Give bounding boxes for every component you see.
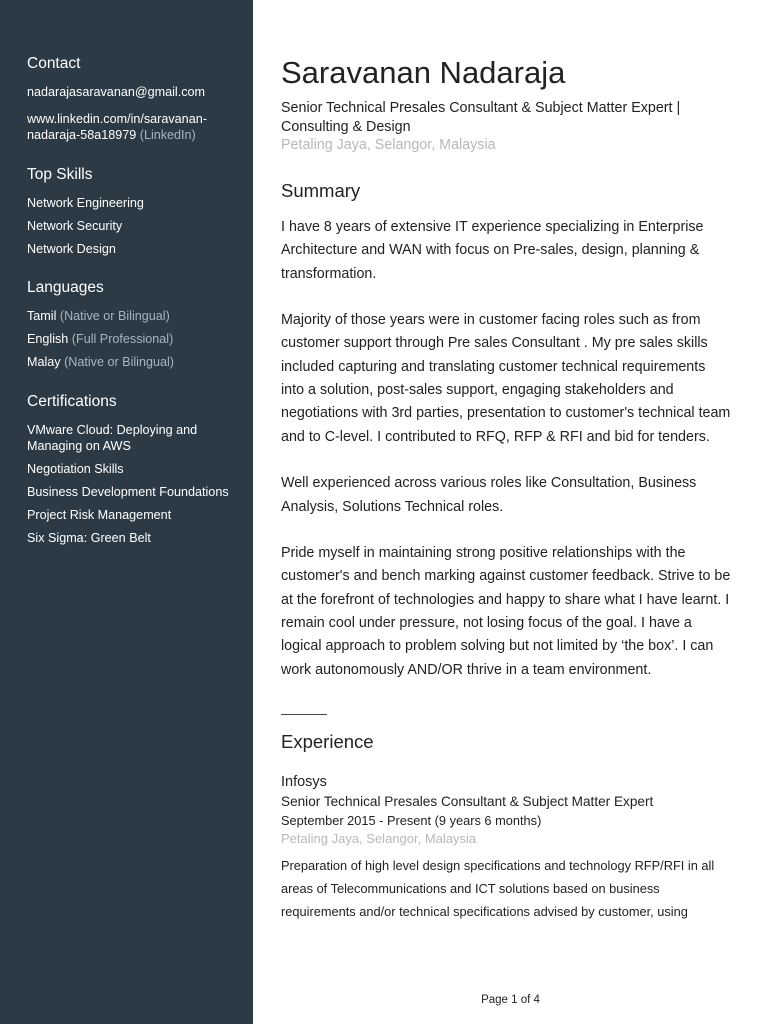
main-content xyxy=(281,0,731,923)
language-item xyxy=(27,308,241,325)
language-item xyxy=(27,354,241,371)
summary-paragraph: I have 8 years of extensive IT experience specializing in Enterprise Architecture and WAN with focus on Pre-sales, design, planning & transformation. xyxy=(281,219,704,282)
certification-item: Project Risk Management xyxy=(27,508,172,522)
summary-body xyxy=(281,216,731,682)
certifications-heading: Certifications xyxy=(27,392,117,410)
linkedin-tag: (LinkedIn) xyxy=(136,128,196,142)
experience-entry xyxy=(281,773,731,923)
summary-paragraph: Well experienced across various roles like Consultation, Business Analysis, Solutions Technical roles. xyxy=(281,475,697,515)
certification-item: Business Development Foundations xyxy=(27,485,229,499)
linkedin-url-part-2: nadaraja-58a18979 xyxy=(27,128,137,142)
skill-item: Network Security xyxy=(27,218,123,233)
certification-item: Six Sigma: Green Belt xyxy=(27,531,151,545)
skill-item: Network Engineering xyxy=(27,195,144,210)
top-skills-heading: Top Skills xyxy=(27,165,93,183)
experience-dates: September 2015 - Present (9 years 6 months) xyxy=(281,812,542,828)
email-link[interactable]: nadarajasaravanan@gmail.com xyxy=(27,85,205,99)
experience-location: Petaling Jaya, Selangor, Malaysia xyxy=(281,830,477,846)
language-name: Malay xyxy=(27,355,61,369)
headline: Senior Technical Presales Consultant & Subject Matter Expert | Consulting & Design xyxy=(281,100,681,135)
language-level: (Native or Bilingual) xyxy=(60,355,174,369)
sidebar xyxy=(0,0,253,1024)
experience-heading: Experience xyxy=(281,730,374,752)
contact-section xyxy=(27,55,241,144)
page-number: Page 1 of 4 xyxy=(481,994,540,1006)
summary-heading: Summary xyxy=(281,180,361,201)
language-name: English xyxy=(27,332,69,346)
section-divider xyxy=(281,714,327,715)
summary-paragraph: Majority of those years were in customer facing roles such as from customer support through Pre sales Consultant . My pre sales skills included capturing and translating customer technical requirements into a solution, post-sales support, engaging stakeholders and negotiations with 3rd parties, presentation to customer's technical team and to C-level. I contributed to RFQ, RFP & RFI and bid for tenders. xyxy=(281,312,731,445)
language-name: Tamil xyxy=(27,309,57,323)
page-title: Saravanan Nadaraja xyxy=(281,55,566,90)
experience-description: Preparation of high level design specifications and technology RFP/RFI in all areas of Telecommunications and ICT solutions based on business requirements and/or technical specifications advised by customer, using xyxy=(281,857,715,919)
language-level: (Native or Bilingual) xyxy=(56,309,170,323)
certification-item: Negotiation Skills xyxy=(27,462,124,476)
top-skills-section xyxy=(27,166,241,258)
summary-paragraph: Pride myself in maintaining strong positive relationships with the customer's and bench marking against customer feedback. Strive to be at the forefront of technologies and happy to share what I have learnt. I remain cool under pressure, not losing focus of the goal. I have a logical approach to problem solving but not limited by ‘the box’. I can work autonomously AND/OR thrive in a team environment. xyxy=(281,545,731,678)
language-item xyxy=(27,331,241,348)
certifications-section xyxy=(27,393,241,547)
language-level: (Full Professional) xyxy=(68,332,174,346)
experience-title: Senior Technical Presales Consultant & Subject Matter Expert xyxy=(281,793,654,809)
skill-item: Network Design xyxy=(27,241,116,256)
linkedin-url-part-1: www.linkedin.com/in/saravanan- xyxy=(27,111,207,126)
contact-heading: Contact xyxy=(27,55,81,72)
experience-company: Infosys xyxy=(281,773,327,790)
languages-section xyxy=(27,279,241,371)
certification-item: VMware Cloud: Deploying and Managing on AWS xyxy=(27,422,198,453)
location: Petaling Jaya, Selangor, Malaysia xyxy=(281,137,496,153)
languages-heading: Languages xyxy=(27,279,104,296)
linkedin-link[interactable] xyxy=(27,111,241,144)
